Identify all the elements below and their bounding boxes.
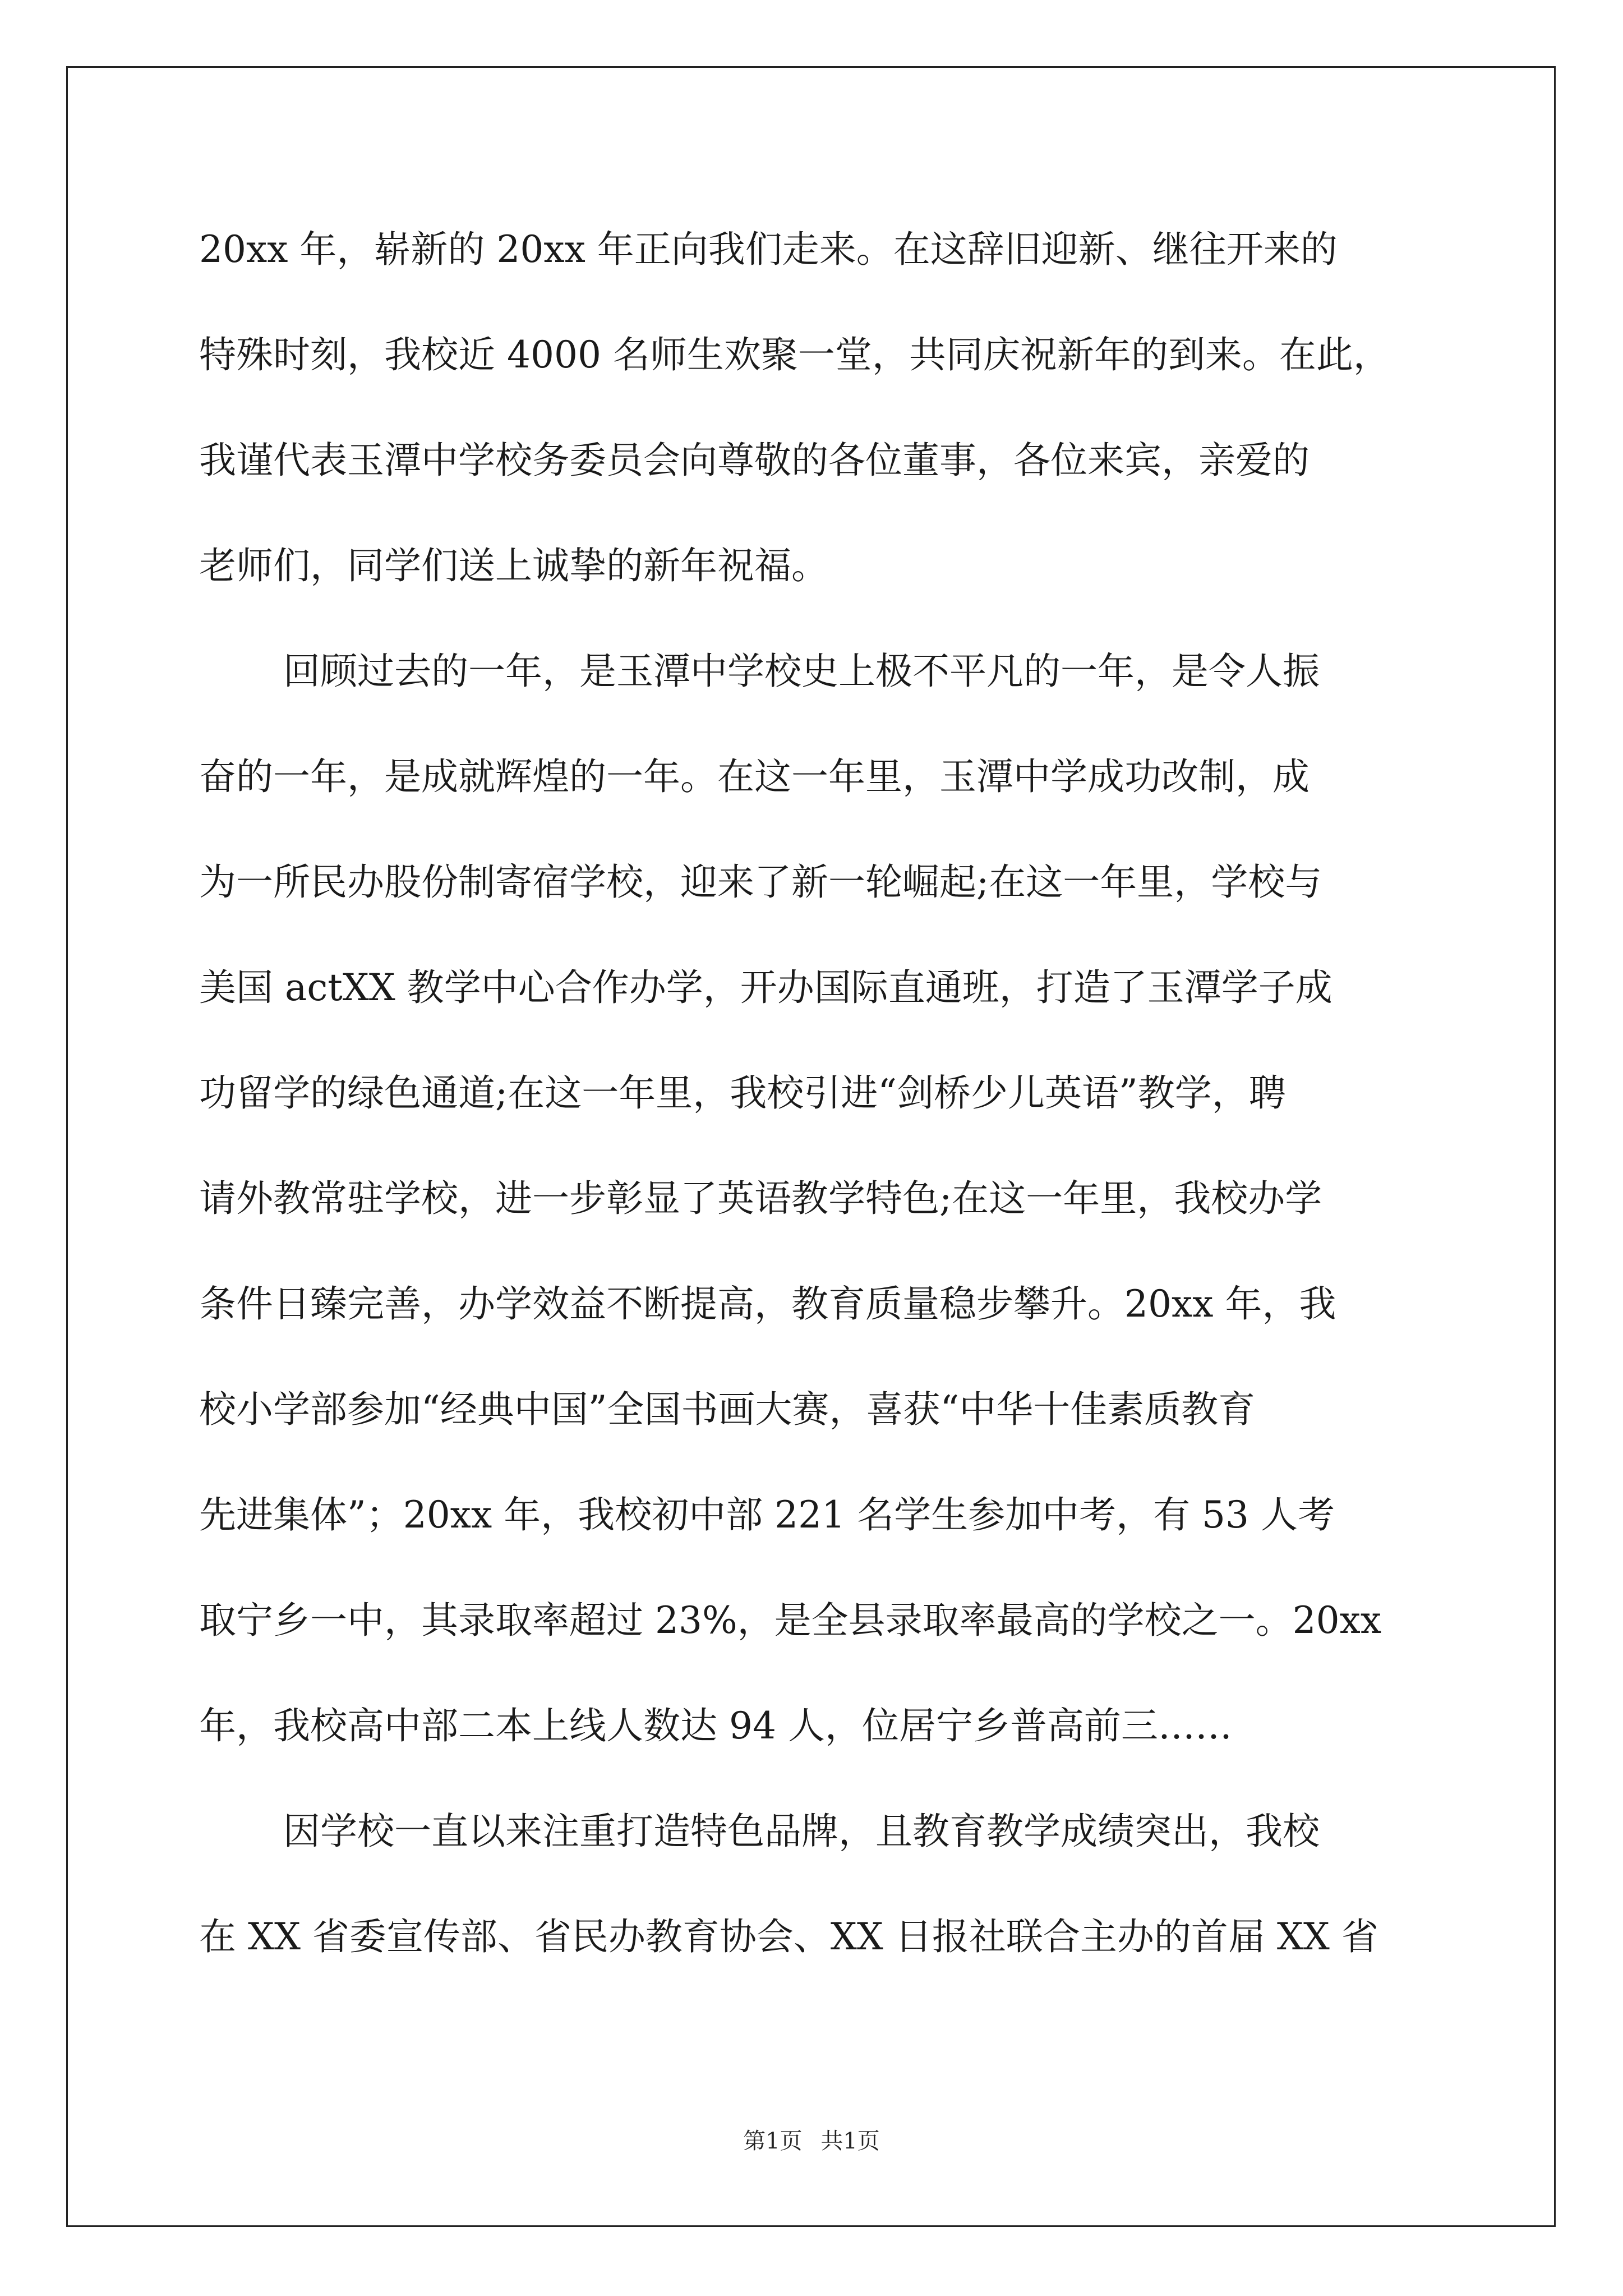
text-line: 特殊时刻，我校近 4000 名师生欢聚一堂，共同庆祝新年的到来。在此， xyxy=(199,333,1390,376)
text-line: 我谨代表玉潭中学校务委员会向尊敬的各位董事，各位来宾，亲爱的 xyxy=(199,439,1310,482)
text-line: 取宁乡一中，其录取率超过 23%，是全县录取率最高的学校之一。20xx xyxy=(199,1599,1382,1642)
text-line: 美国 actXX 教学中心合作办学，开办国际直通班，打造了玉潭学子成 xyxy=(199,966,1332,1009)
text-line: 先进集体”；20xx 年，我校初中部 221 名学生参加中考，有 53 人考 xyxy=(199,1493,1335,1536)
text-line: 功留学的绿色通道;在这一年里，我校引进“剑桥少儿英语”教学，聘 xyxy=(199,1071,1286,1115)
text-line: 奋的一年，是成就辉煌的一年。在这一年里，玉潭中学成功改制，成 xyxy=(199,755,1310,798)
document-body xyxy=(199,222,1433,2014)
text-line: 为一所民办股份制寄宿学校，迎来了新一轮崛起;在这一年里，学校与 xyxy=(199,861,1322,904)
text-line: 20xx 年，崭新的 20xx 年正向我们走来。在这辞旧迎新、继往开来的 xyxy=(199,228,1338,271)
text-line: 在 XX 省委宣传部、省民办教育协会、XX 日报社联合主办的首届 XX 省 xyxy=(199,1915,1378,1958)
paragraph-start-line: 回顾过去的一年，是玉潭中学校史上极不平凡的一年，是令人振 xyxy=(283,650,1320,693)
text-line: 条件日臻完善，办学效益不断提高，教育质量稳步攀升。20xx 年，我 xyxy=(199,1282,1336,1326)
text-line: 校小学部参加“经典中国”全国书画大赛，喜获“中华十佳素质教育 xyxy=(199,1388,1256,1431)
text-line: 老师们，同学们送上诚挚的新年祝福。 xyxy=(199,544,828,587)
text-line: 请外教常驻学校，进一步彰显了英语教学特色;在这一年里，我校办学 xyxy=(199,1177,1322,1220)
paragraph-start-line: 因学校一直以来注重打造特色品牌，且教育教学成绩突出，我校 xyxy=(283,1810,1320,1853)
text-line: 年，我校高中部二本上线人数达 94 人，位居宁乡普高前三…… xyxy=(199,1704,1232,1747)
page-footer: 第1页 共1页 xyxy=(743,2128,880,2154)
